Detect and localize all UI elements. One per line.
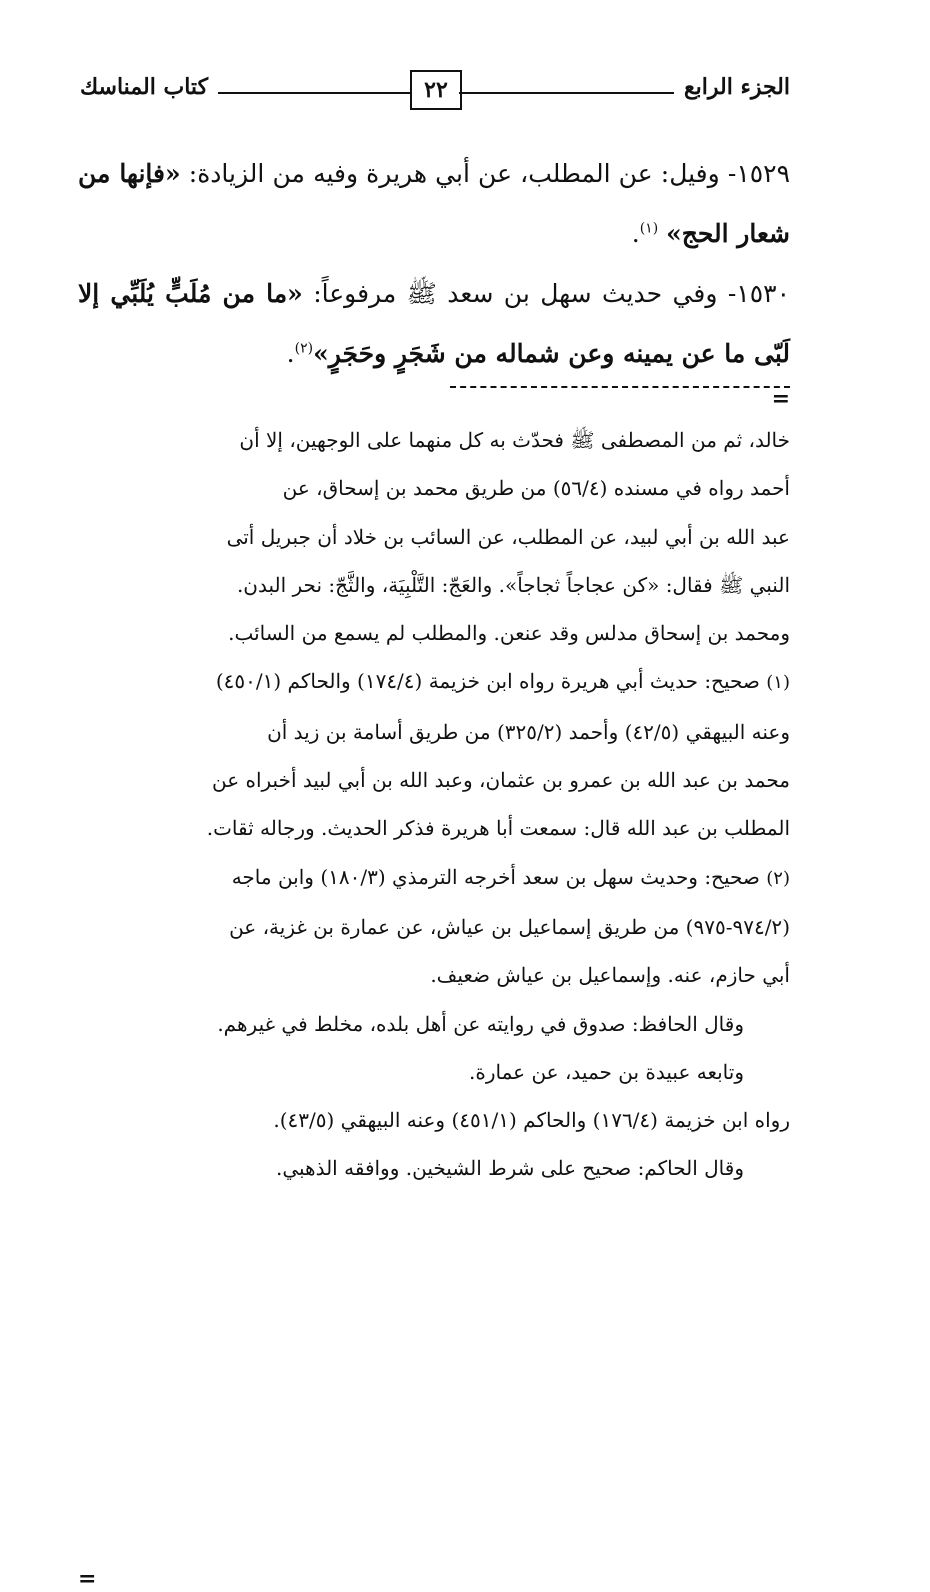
volume-title: الجزء الرابع bbox=[683, 74, 790, 100]
footnote-line: ومحمد بن إسحاق مدلس وقد عنعن. والمطلب لم يسمع من السائب. bbox=[228, 621, 790, 646]
book-title: كتاب المناسك bbox=[80, 74, 209, 100]
footnote-line bbox=[78, 853, 790, 903]
footnote-line: أبي حازم، عنه. وإسماعيل بن عياش ضعيف. bbox=[430, 963, 790, 988]
footnote-line: النبي ﷺ فقال: «كن عجاجاً ثجاجاً». والعَجّ: التَّلْبِيَة، والثَّجّ: نحر البدن. bbox=[236, 572, 790, 597]
hadith-1530 bbox=[78, 264, 790, 384]
footnote-line: المطلب بن عبد الله قال: سمعت أبا هريرة فذكر الحديث. ورجاله ثقات. bbox=[206, 816, 790, 841]
footnote-number: (٢) bbox=[766, 867, 790, 889]
main-text bbox=[78, 144, 790, 410]
hadith-end: . bbox=[631, 219, 640, 248]
footnote-line: محمد بن عبد الله بن عمرو بن عثمان، وعبد الله بن أبي لبيد أخبراه عن bbox=[211, 768, 790, 793]
hadith-quote: «فإنها من شعار الحج» bbox=[78, 159, 790, 248]
footnote-line bbox=[78, 657, 790, 707]
footnote-line: (٩٧٤/٢-٩٧٥) من طريق إسماعيل بن عياش، عن عمارة بن غزية، عن bbox=[229, 914, 790, 939]
page-number: ٢٢ bbox=[410, 70, 462, 110]
hadith-text: وفي حديث سهل بن سعد ﷺ مرفوعاً: bbox=[313, 279, 718, 308]
hadith-number: ١٥٢٩- bbox=[727, 159, 791, 188]
header-rule-right bbox=[459, 92, 674, 94]
book-page bbox=[78, 58, 791, 1592]
continuation-mark: = bbox=[771, 386, 790, 412]
end-continuation-mark: = bbox=[78, 1566, 97, 1592]
footnote-continued bbox=[78, 416, 790, 657]
hadith-number: ١٥٣٠- bbox=[727, 279, 790, 308]
footnote-2 bbox=[78, 853, 790, 1193]
footnote-text: صحيح: وحديث سهل بن سعد أخرجه الترمذي (١٨٠/٣) وابن ماجه bbox=[231, 864, 760, 889]
footnote-line: وتابعه عبيدة بن حميد، عن عمارة. bbox=[469, 1059, 744, 1084]
footnote-line: وقال الحافظ: صدوق في روايته عن أهل بلده، مخلط في غيرهم. bbox=[217, 1011, 744, 1036]
footnote-line: أحمد رواه في مسنده (٥٦/٤) من طريق محمد بن إسحاق، عن bbox=[282, 476, 790, 501]
footnote-line: وقال الحاكم: صحيح على شرط الشيخين. ووافقه الذهبي. bbox=[275, 1156, 744, 1181]
footnote-line: عبد الله بن أبي لبيد، عن المطلب، عن السائب بن خلاد أن جبريل أتى bbox=[226, 524, 790, 549]
footnote-line: خالد، ثم من المصطفى ﷺ فحدّث به كل منهما على الوجهين، إلا أن bbox=[239, 428, 790, 452]
page-header bbox=[78, 58, 790, 114]
hadith-1529 bbox=[78, 144, 790, 264]
footnote-1 bbox=[78, 657, 790, 852]
footnote-ref-1[interactable]: (١) bbox=[639, 220, 659, 237]
footnote-line: رواه ابن خزيمة (١٧٦/٤) والحاكم (٤٥١/١) وعنه البيهقي (٤٣/٥). bbox=[273, 1108, 790, 1133]
hadith-text: وفيل: عن المطلب، عن أبي هريرة وفيه من الزيادة: bbox=[188, 159, 720, 188]
footnote-ref-2[interactable]: (٢) bbox=[294, 340, 314, 357]
header-rule-left bbox=[218, 92, 410, 94]
hadith-quote: «ما من مُلَبٍّ يُلَبِّي إلا لَبّى ما عن يمينه وعن شماله من شَجَرٍ وحَجَرٍ» bbox=[78, 279, 790, 368]
footnote-text: صحيح: حديث أبي هريرة رواه ابن خزيمة (١٧٤/٤) والحاكم (٤٥٠/١) bbox=[215, 669, 760, 694]
footnotes bbox=[78, 416, 790, 1592]
footnote-number: (١) bbox=[766, 672, 790, 694]
footnote-line: وعنه البيهقي (٤٢/٥) وأحمد (٣٢٥/٢) من طريق أسامة بن زيد أن bbox=[267, 719, 790, 744]
hadith-end: . bbox=[286, 339, 295, 368]
